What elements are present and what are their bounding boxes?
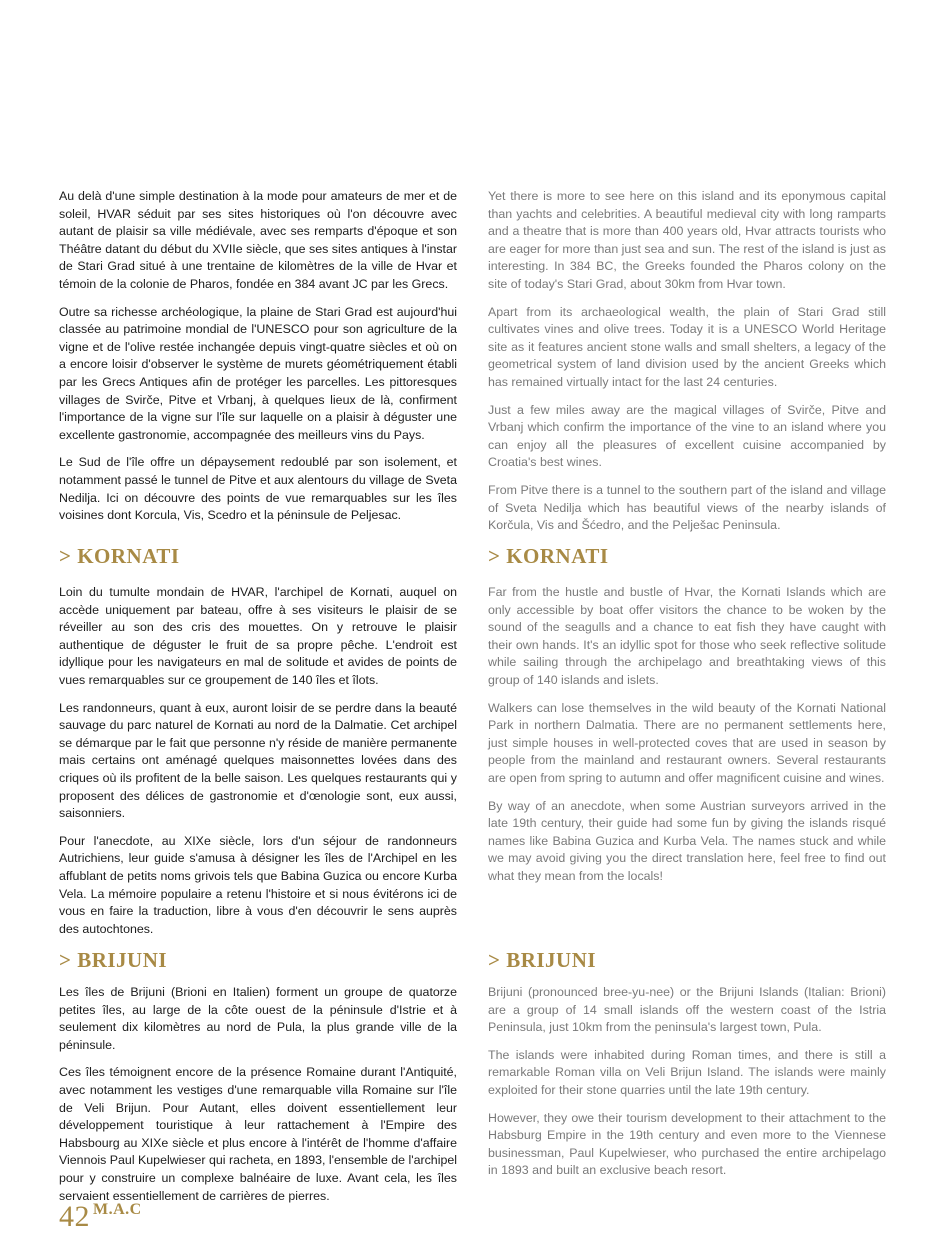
section-heading-kornati: > KORNATI — [488, 544, 609, 568]
paragraph: Les îles de Brijuni (Brioni en Italien) forment un groupe de quatorze petites îles, au large de la côte ouest de la péninsule d'Istrie et à seulement dix kilomètres au nord de Pula, la plus grande ville de la péninsule. — [59, 985, 457, 1052]
english-intro — [488, 188, 886, 545]
paragraph: Outre sa richesse archéologique, la plaine de Stari Grad est aujourd'hui classée au patrimoine mondial de l'UNESCO pour son agriculture de la vigne et de l'olive restée inchangée depuis vingt-quatre siècles et où on a encore loisir d'observer le système de murets géométriquement établi par les Grecs Antiques afin de protéger les parcelles. Les pittoresques villages de Svirče, Pitve et Vrbanj, à quelques lieux de là, confirment l'importance de la vigne sur l'île sur laquelle on a plaisir à déguster une excellente gastronomie, accompagnée des meilleurs vins du Pays. — [59, 304, 457, 442]
section-heading-brijuni: > BRIJUNI — [488, 948, 597, 972]
paragraph: Apart from its archaeological wealth, the plain of Stari Grad still cultivates vines and olive trees. Today it is a UNESCO World Heritage site as it features ancient stone walls and small shelters, a legacy of the geometrical system of land division used by the ancient Greeks which has remained virtually intact for the last 24 centuries. — [488, 304, 886, 389]
paragraph: Les randonneurs, quant à eux, auront loisir de se perdre dans la beauté sauvage du parc naturel de Kornati au nord de la Dalmatie. Cet archipel se démarque par le fait que personne n'y réside de manière permanente mais certains ont aménagé quelques maisonnettes lovées dans des criques où ils profitent de la belle saison. Les quelques restaurants qui y proposent des délices de gastronomie et d'œnologie sont, eux aussi, saisonniers. — [59, 700, 457, 821]
page-number: 42 — [59, 1200, 90, 1233]
section-heading-brijuni: > BRIJUNI — [59, 948, 168, 972]
section-heading-kornati: > KORNATI — [59, 544, 180, 568]
magazine-name: M.A.C — [93, 1201, 142, 1218]
paragraph: Just a few miles away are the magical villages of Svirče, Pitve and Vrbanj which confirm the importance of the vine to an island where you can enjoy all the pleasures of excellent cuisine accompanied by Croatia's best wines. — [488, 402, 886, 470]
page-footer — [59, 1200, 142, 1234]
paragraph: Brijuni (pronounced bree-yu-nee) or the Brijuni Islands (Italian: Brioni) are a group of 14 small islands off the western coast of the Istria Peninsula, just 10km from the peninsula's largest town, Pula. — [488, 985, 886, 1035]
paragraph: Pour l'anecdote, au XIXe siècle, lors d'un séjour de randonneurs Autrichiens, leur guide s'amusa à désigner les îles de l'Archipel en les affublant de petits noms grivois tels que Babina Guzica ou encore Kurba Vela. La mémoire populaire a retenu l'histoire et si nous évitérons ici de vous en faire la traduction, libre à vous d'en découvrir le sens auprès des autochtones. — [59, 833, 457, 936]
paragraph: The islands were inhabited during Roman times, and there is still a remarkable Roman villa on Veli Brijun Island. The islands were mainly exploited for their stone quarries until the late 19th century. — [488, 1047, 886, 1097]
french-intro — [59, 188, 457, 535]
paragraph: However, they owe their tourism development to their attachment to the Habsburg Empire in the 19th century and even more to the Viennese businessman, Paul Kupelwieser, who purchased the entire archipelago in 1893 and built an exclusive beach resort. — [488, 1110, 886, 1178]
paragraph: Walkers can lose themselves in the wild beauty of the Kornati National Park in northern Dalmatia. There are no permanent settlements here, just simple houses in well-protected coves that are used in season by people from the mainland and restaurant owners. Several restaurants are open from spring to autumn and offer magnificent cuisine and wines. — [488, 700, 886, 785]
paragraph: Au delà d'une simple destination à la mode pour amateurs de mer et de soleil, HVAR séduit par ses sites historiques où l'on découvre avec autant de plaisir sa ville médiévale, avec ses remparts d'époque et son Théâtre datant du début du XVIIe siècle, que ses sites antiques à l'instar de Stari Grad situé à une trentaine de kilomètres de la ville de Hvar et témoin de la colonie de Pharos, fondée en 384 avant JC par les Grecs. — [59, 189, 457, 291]
paragraph: Loin du tumulte mondain de HVAR, l'archipel de Kornati, auquel on accède uniquement par bateau, offre à ses visiteurs le plaisir de se réveiller au son des cris des mouettes. On y retrouve le plaisir authentique de déguster le fruit de sa propre pêche. L'endroit est idyllique pour les navigateurs en mal de solitude et avides de points de vues remarquables sur ce groupement de 140 îles et îlots. — [59, 585, 457, 687]
paragraph: Ces îles témoignent encore de la présence Romaine durant l'Antiquité, avec notamment les vestiges d'une remarquable villa Romaine sur l'île de Veli Brijun. Pour Autant, elles doivent essentiellement leur développement touristique à leur rattachement à l'Empire des Habsbourg au XIXe siècle et plus encore à l'intérêt de l'homme d'affaire Viennois Paul Kupelwieser qui racheta, en 1893, l'ensemble de l'archipel pour y construire un complexe balnéaire de luxe. Avant cela, les îles servaient essentiellement de carrières de pierres. — [59, 1065, 457, 1203]
paragraph: Far from the hustle and bustle of Hvar, the Kornati Islands which are only accessible by boat offer visitors the chance to be woken by the sound of the seagulls and a chance to eat fish they have caught with their own hands. It's an idyllic spot for those who seek reflective solitude while sailing through the archipelago and breathtaking views of this group of 140 islands and islets. — [488, 585, 886, 687]
paragraph: Yet there is more to see here on this island and its eponymous capital than yachts and celebrities. A beautiful medieval city with long ramparts and a theatre that is more than 400 years old, Hvar attracts tourists who are eager for more than just sea and sun. The rest of the island is just as interesting. In 384 BC, the Greeks founded the Pharos colony on the site of today's Stari Grad, about 30km from Hvar town. — [488, 189, 886, 291]
paragraph: By way of an anecdote, when some Austrian surveyors arrived in the late 19th century, their guide had some fun by giving the islands risqué names like Babina Guzica and Kurba Vela. The names stuck and while we may avoid giving you the direct translation here, feel free to find out what they mean from the locals! — [488, 798, 886, 883]
paragraph: From Pitve there is a tunnel to the southern part of the island and village of Sveta Nedilja which has beautiful views of the nearby islands of Korčula, Vis and Šćedro, and the Pelješac Peninsula. — [488, 482, 886, 533]
paragraph: Le Sud de l'île offre un dépaysement redoublé par son isolement, et notamment passé le tunnel de Pitve et aux alentours du village de Sveta Nedilja. Ici on découvre des points de vue remarquables sur les îles voisines dont Korcula, Vis, Scedro et la péninsule de Peljesac. — [59, 455, 457, 523]
